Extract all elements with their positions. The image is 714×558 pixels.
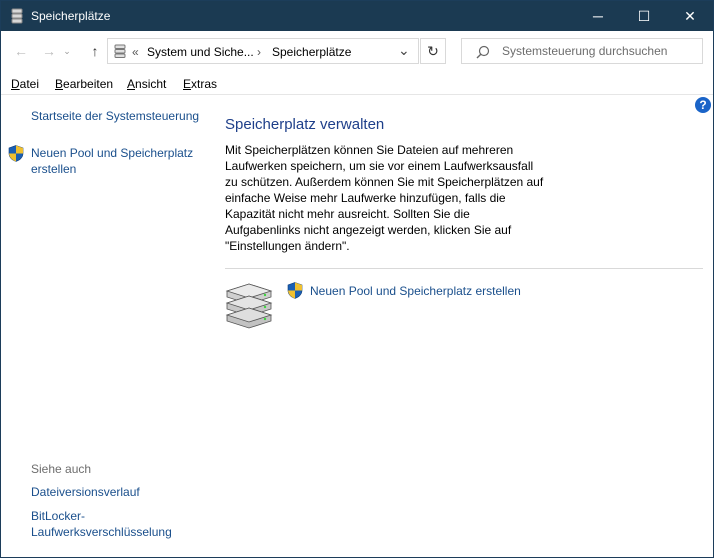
sidebar: [1, 95, 211, 557]
address-bar[interactable]: [107, 38, 419, 64]
menu-bearbeiten-accesskey: B: [55, 77, 64, 91]
uac-shield-icon: [287, 282, 303, 299]
refresh-button[interactable]: ↻: [420, 38, 446, 64]
search-icon: [476, 45, 490, 59]
menu-extras[interactable]: [183, 77, 217, 91]
storage-pool-icon: [225, 281, 275, 331]
address-dropdown-icon[interactable]: ⌄: [398, 42, 410, 58]
minimize-button[interactable]: ─: [593, 8, 603, 24]
up-button[interactable]: ↑: [91, 43, 99, 59]
see-also-file-history-link[interactable]: Dateiversionsverlauf: [31, 485, 140, 499]
breadcrumb-overflow[interactable]: «: [132, 45, 139, 59]
menu-datei-label: atei: [19, 77, 40, 91]
close-button[interactable]: ✕: [684, 8, 696, 24]
menu-ansicht-accesskey: A: [127, 77, 136, 91]
sidebar-home-link[interactable]: Startseite der Systemsteuerung: [31, 109, 200, 123]
page-description: Mit Speicherplätzen können Sie Dateien auf mehreren Laufwerken speichern, um sie vor einem Laufwerksausfall zu schützen. Außerdem können Sie mit Speicherplätzen auf einfache Weise mehr Laufwerke hinzufügen, falls die Kapazität nicht mehr ausreicht. Sollten Sie die Aufgabenlinks nicht angezeigt werden, klicken Sie auf "Einstellungen ändern".: [225, 143, 544, 253]
search-input[interactable]: [502, 43, 698, 59]
back-button[interactable]: ←: [14, 43, 28, 59]
menu-datei[interactable]: [11, 77, 39, 91]
create-pool-link[interactable]: Neuen Pool und Speicherplatz erstellen: [310, 284, 521, 298]
menu-bearbeiten[interactable]: [55, 77, 113, 91]
breadcrumb-separator[interactable]: ›: [257, 45, 261, 59]
menu-extras-label: xtras: [191, 77, 218, 91]
menu-extras-accesskey: E: [183, 77, 192, 91]
title-bar[interactable]: [1, 1, 713, 31]
recent-locations-dropdown[interactable]: ⌄: [63, 46, 71, 56]
breadcrumb-storage-spaces[interactable]: Speicherplätze: [272, 45, 352, 59]
menu-ansicht[interactable]: [127, 77, 166, 91]
menu-bearbeiten-label: earbeiten: [63, 77, 114, 91]
search-box[interactable]: [461, 38, 703, 64]
maximize-button[interactable]: ☐: [637, 8, 651, 24]
sidebar-create-pool-link[interactable]: Neuen Pool und Speicherplatz erstellen: [31, 146, 194, 176]
see-also-bitlocker-link[interactable]: BitLocker-Laufwerksverschlüsselung: [31, 509, 172, 539]
main-content: [225, 95, 705, 557]
see-also-heading: Siehe auch: [31, 462, 92, 476]
storage-spaces-icon: [11, 8, 23, 24]
window-title: Speicherplätze: [31, 9, 111, 23]
menu-bar: [1, 71, 713, 95]
help-icon[interactable]: ?: [695, 97, 711, 113]
uac-shield-icon: [8, 145, 24, 162]
forward-button[interactable]: →: [42, 43, 56, 59]
storage-spaces-icon: [114, 44, 126, 59]
navigation-bar: [1, 31, 713, 71]
menu-ansicht-label: nsicht: [135, 77, 167, 91]
divider: [225, 268, 703, 269]
menu-datei-accesskey: D: [11, 77, 20, 91]
page-title: Speicherplatz verwalten: [225, 116, 385, 133]
breadcrumb-system-security[interactable]: System und Siche...: [147, 45, 254, 59]
